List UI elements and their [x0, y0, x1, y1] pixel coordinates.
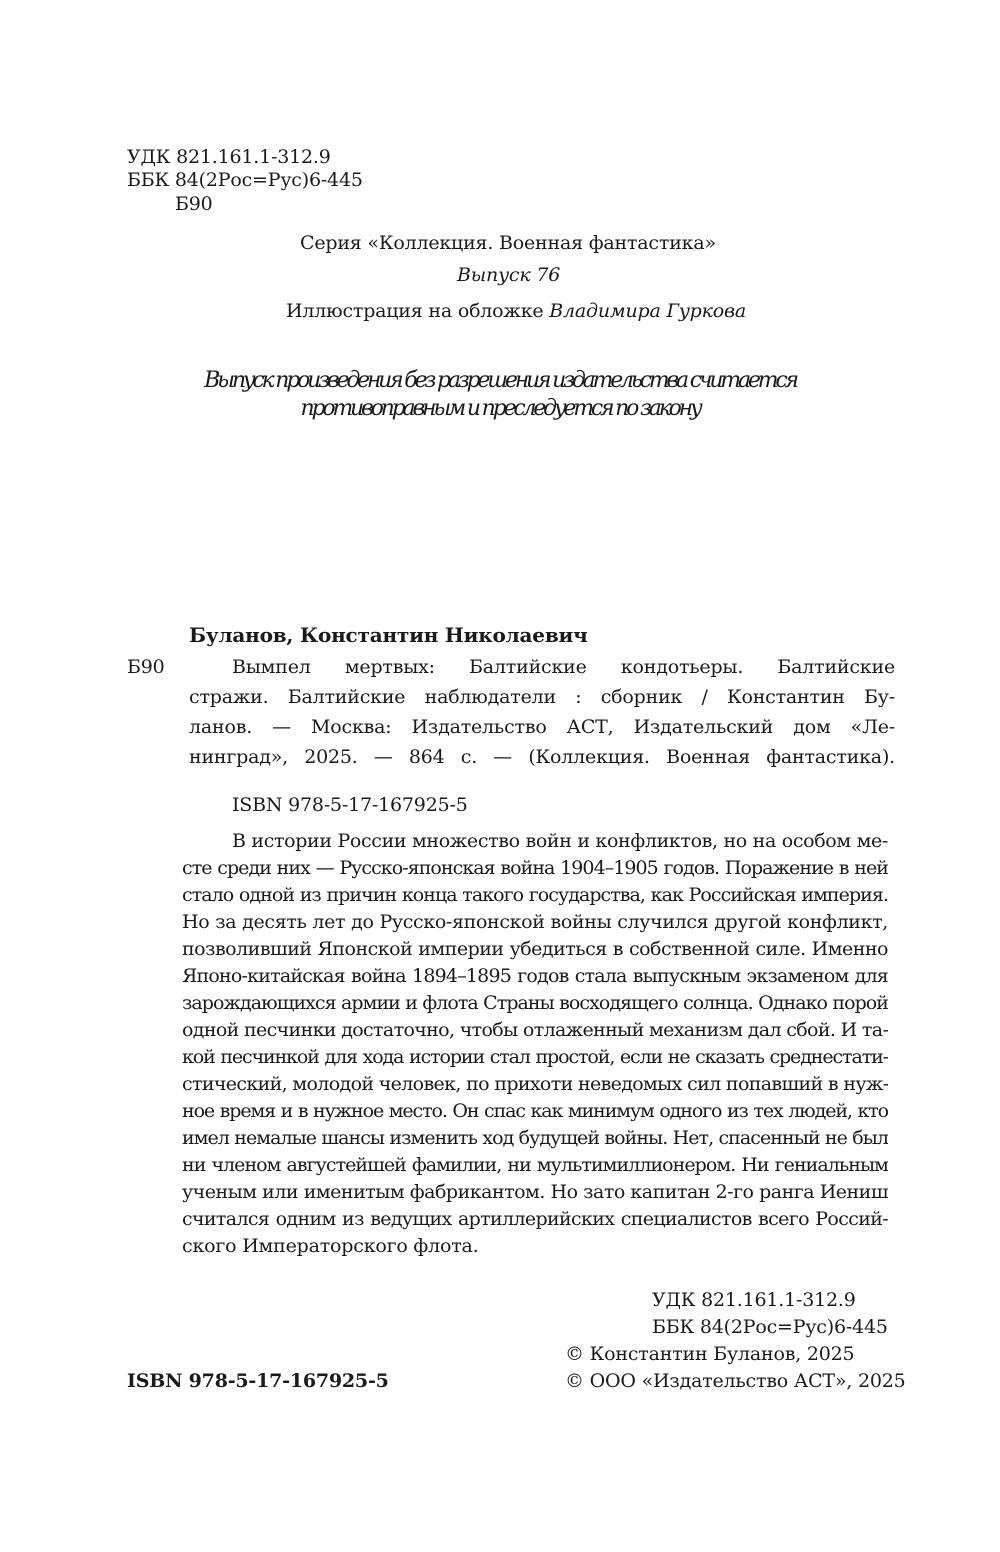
annotation-line: позволивший Японской империи убедиться в собственной силе. Именно — [182, 938, 888, 960]
legal-warning-line-2: противоправным и преследуется по закону — [300, 396, 700, 421]
annotation-line: сте среди них — Русско-японская война 1904–1905 годов. Поражение в ней — [182, 857, 888, 879]
series-title: Серия «Коллекция. Военная фантастика» — [300, 232, 716, 254]
bbk-code: ББК 84(2Рос=Рус)6-445 — [127, 169, 363, 191]
bibliographic-line: ланов. — Москва: Издательство АСТ, Издательский дом «Ле- — [189, 716, 895, 738]
annotation-line: одной песчинки достаточно, чтобы отлаженный механизм дал сбой. И та- — [182, 1019, 888, 1041]
bibliographic-isbn: ISBN 978-5-17-167925-5 — [232, 794, 468, 816]
illustration-credit — [286, 300, 746, 323]
illustration-prefix: Иллюстрация на обложке — [286, 300, 550, 322]
footer-bbk-code: ББК 84(2Рос=Рус)6-445 — [652, 1316, 888, 1338]
annotation-line: имел немалые шансы изменить ход будущей войны. Нет, спасенный не был — [182, 1127, 888, 1149]
series-issue: Выпуск 76 — [457, 264, 561, 286]
legal-warning-line-1: Выпуск произведения без разрешения издательства считается — [204, 368, 796, 393]
copyright-author: © Константин Буланов, 2025 — [565, 1343, 855, 1365]
bibliographic-mark: Б90 — [127, 656, 165, 678]
annotation-line: В истории России множество войн и конфликтов, но на особом ме- — [232, 830, 888, 852]
udk-code: УДК 821.161.1-312.9 — [127, 146, 331, 168]
annotation-line: ное время и в нужное место. Он спас как минимум одного из тех людей, кто — [182, 1100, 888, 1122]
annotation-line: считался одним из ведущих артиллерийских специалистов всего Россий- — [182, 1208, 888, 1230]
book-author: Буланов, Константин Николаевич — [189, 623, 588, 647]
annotation-line: Японо-китайская война 1894–1895 годов стала выпускным экзаменом для — [182, 965, 888, 987]
footer-udk-code: УДК 821.161.1-312.9 — [652, 1289, 856, 1311]
copyright-publisher: © ООО «Издательство АСТ», 2025 — [565, 1370, 906, 1392]
footer-isbn: ISBN 978-5-17-167925-5 — [127, 1370, 389, 1392]
annotation-line: стало одной из причин конца такого государства, как Российская империя. — [182, 884, 888, 906]
author-mark: Б90 — [175, 193, 213, 215]
bibliographic-line: Вымпел мертвых: Балтийские кондотьеры. Балтийские — [232, 656, 895, 678]
annotation-line: стический, молодой человек, по прихоти неведомых сил попавший в нуж- — [182, 1073, 888, 1095]
bibliographic-line: стражи. Балтийские наблюдатели : сборник / Константин Бу- — [189, 686, 895, 708]
annotation-line: кой песчинкой для хода истории стал простой, если не сказать среднестати- — [182, 1046, 888, 1068]
annotation-line: зарождающихся армии и флота Страны восходящего солнца. Однако порой — [182, 992, 888, 1014]
bibliographic-line: нинград», 2025. — 864 с. — (Коллекция. Военная фантастика). — [189, 746, 895, 768]
annotation-last-line: ского Императорского флота. — [182, 1235, 479, 1257]
annotation-line: ни членом августейшей фамилии, ни мультимиллионером. Ни гениальным — [182, 1154, 888, 1176]
annotation-line: ученым или именитым фабрикантом. Но зато капитан 2-го ранга Иениш — [182, 1181, 888, 1203]
annotation-line: Но за десять лет до Русско-японской войны случился другой конфликт, — [182, 911, 888, 933]
illustrator-name: Владимира Гуркова — [549, 300, 746, 322]
